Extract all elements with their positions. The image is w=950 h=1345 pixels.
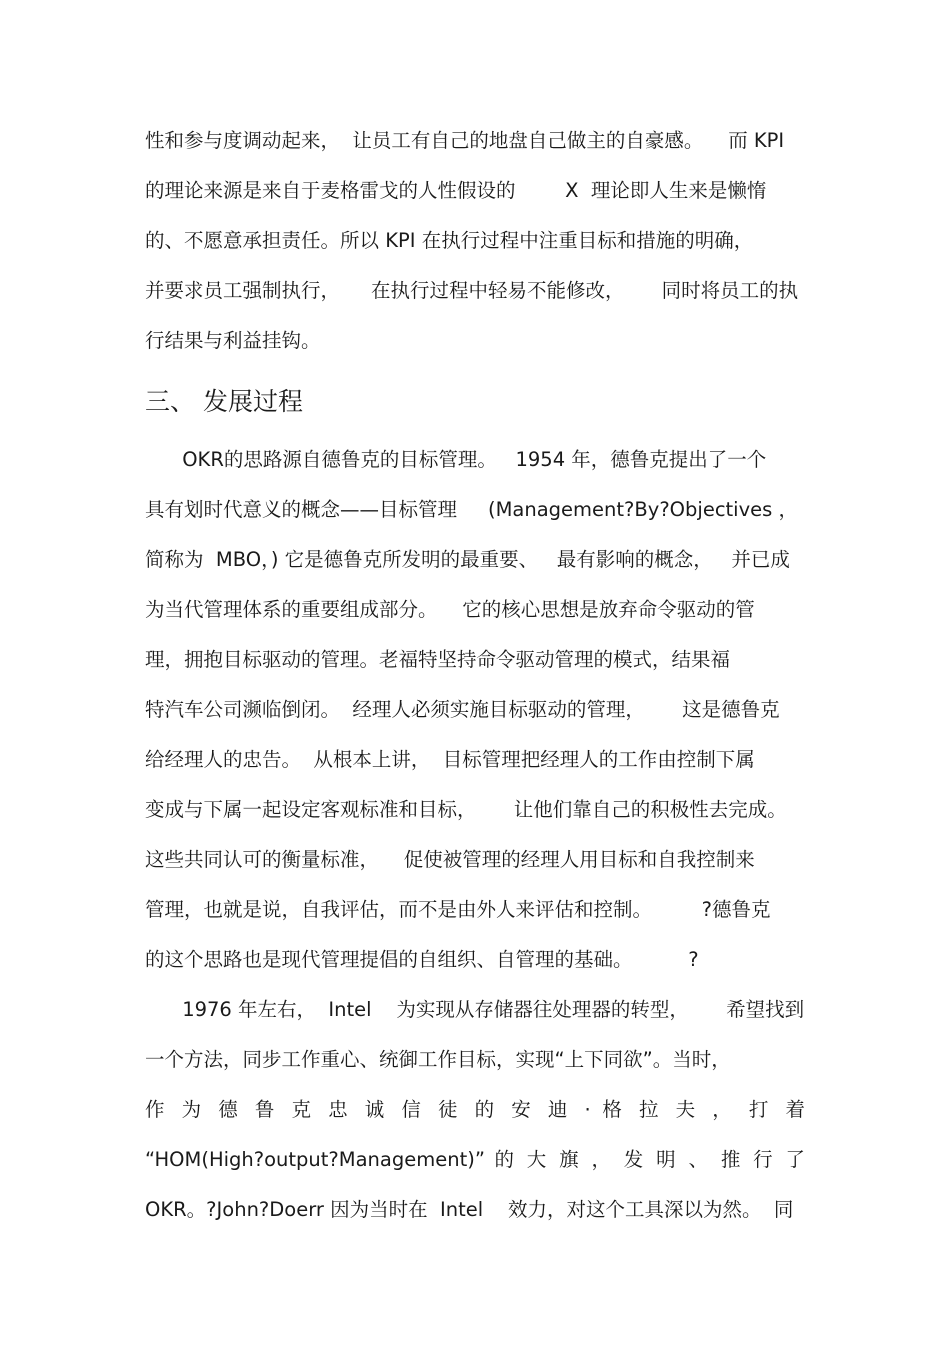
paragraph-line: 为当代管理体系的重要组成部分。 它的核心思想是放弃命令驱动的管: [145, 598, 755, 621]
paragraph-line: 的这个思路也是现代管理提倡的自组织、自管理的基础。 ?: [145, 948, 699, 971]
paragraph-line: OKR。?John?Doerr 因为当时在 Intel 效力，对这个工具深以为然。 同: [145, 1198, 794, 1221]
paragraph-line: 1976 年左右， Intel 为实现从存储器往处理器的转型， 希望找到: [145, 998, 805, 1021]
paragraph-line: 的、不愿意承担责任。所以 KPI 在执行过程中注重目标和措施的明确，: [145, 229, 754, 252]
paragraph-line: 的理论来源是来自于麦格雷戈的人性假设的 X 理论即人生来是懒惰: [145, 179, 767, 202]
paragraph-line: 一个方法，同步工作重心、统御工作目标，实现“上下同欲”。当时，: [145, 1048, 731, 1071]
paragraph-line: 具有划时代意义的概念——目标管理 (Management?By?Objectives ，: [145, 498, 798, 521]
paragraph-line: 这些共同认可的衡量标准， 促使被管理的经理人用目标和自我控制来: [145, 848, 755, 871]
paragraph-line: 并要求员工强制执行， 在执行过程中轻易不能修改， 同时将员工的执: [145, 279, 799, 302]
paragraph-line: 作 为 德 鲁 克 忠 诚 信 徒 的 安 迪 · 格 拉 夫 ， 打 着: [145, 1098, 805, 1121]
paragraph-line: 简称为 MBO，) 它是德鲁克所发明的最重要、 最有影响的概念， 并已成: [145, 548, 790, 571]
paragraph-line: 性和参与度调动起来， 让员工有自己的地盘自己做主的自豪感。 而 KPI: [145, 129, 785, 152]
paragraph-line: 特汽车公司濒临倒闭。 经理人必须实施目标驱动的管理， 这是德鲁克: [145, 698, 780, 721]
paragraph-line: 变成与下属一起设定客观标准和目标， 让他们靠自己的积极性去完成。: [145, 798, 787, 821]
paragraph-line: 给经理人的忠告。 从根本上讲， 目标管理把经理人的工作由控制下属: [145, 748, 755, 771]
paragraph-line: 行结果与利益挂钩。: [145, 329, 321, 352]
section-heading: 三、 发展过程: [145, 387, 303, 416]
paragraph-line: 管理，也就是说，自我评估，而不是由外人来评估和控制。 ?德鲁克: [145, 898, 771, 921]
paragraph-line: “HOM(High?output?Management)” 的 大 旗 ， 发 明 、 推 行 了: [145, 1148, 805, 1171]
paragraph-line: OKR的思路源自德鲁克的目标管理。 1954 年，德鲁克提出了一个: [145, 448, 767, 471]
paragraph-line: 理，拥抱目标驱动的管理。老福特坚持命令驱动管理的模式，结果福: [145, 648, 731, 671]
